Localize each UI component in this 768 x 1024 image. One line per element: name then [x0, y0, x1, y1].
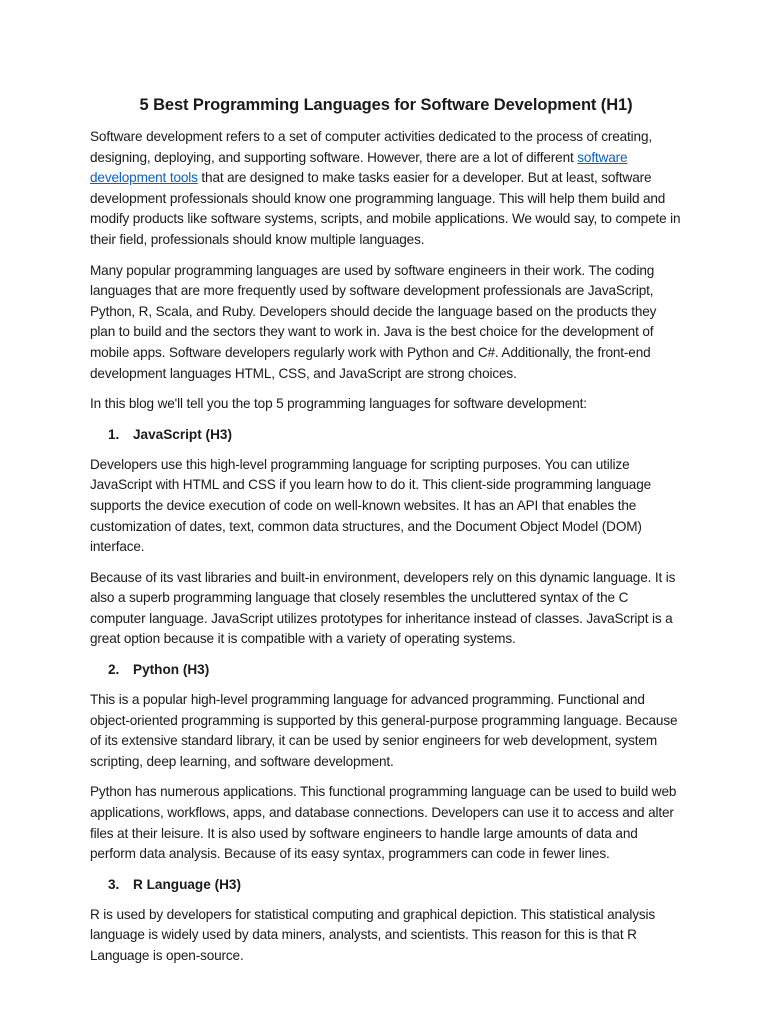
javascript-paragraph-1: Developers use this high-level programming language for scripting purposes. You can utilize JavaScript with HTML and CSS if you learn how to do it. This client-side programming language supports the device execution of code on well-known websites. It has an API that enables the customization of dates, text, common data structures, and the Document Object Model (DOM) interface. — [90, 456, 652, 555]
software-development-tools-link[interactable]: software development tools — [90, 149, 628, 186]
section-heading-text: R Language (H3) — [133, 876, 241, 892]
intro-paragraph-1-text-after: that are designed to make tasks easier for a developer. But at least, software development professionals should know one programming language. This will help them build and modify products like software systems, scripts, and mobile applications. We would say, to compete in their field, professionals should know multiple languages. — [90, 170, 681, 247]
intro-paragraph-1 — [90, 127, 682, 251]
section-heading-text: JavaScript (H3) — [133, 426, 232, 442]
section-heading-python — [90, 660, 682, 680]
section-heading-javascript — [90, 425, 682, 445]
python-paragraph-1: This is a popular high-level programming language for advanced programming. Functional and object-oriented programming is supported by this general-purpose programming language. Because of its extensive standard library, it can be used by senior engineers for web development, system scripting, deep learning, and software development. — [90, 692, 678, 769]
intro-paragraph-1-text-before: Software development refers to a set of computer activities dedicated to the process of creating, designing, deploying, and supporting software. However, there are a lot of different — [90, 129, 652, 165]
section-number: 1. — [108, 426, 120, 442]
document-page — [90, 94, 682, 977]
section-heading-r-language — [90, 875, 682, 895]
document-title: 5 Best Programming Languages for Software Development (H1) — [139, 96, 633, 114]
intro-paragraph-2: Many popular programming languages are used by software engineers in their work. The coding languages that are more frequently used by software development professionals are JavaScript, Python, R, Scala, and Ruby. Developers should decide the language based on the products they plan to build and the sectors they want to work in. Java is the best choice for the development of mobile apps. Software developers regularly work with Python and C#. Additionally, the front-end development languages HTML, CSS, and JavaScript are strong choices. — [90, 262, 657, 381]
section-number: 3. — [108, 876, 120, 892]
python-paragraph-2: Python has numerous applications. This functional programming language can be used to build web applications, workflows, apps, and database connections. Developers can use it to access and alter files at their leisure. It is also used by software engineers to handle large amounts of data and perform data analysis. Because of its easy syntax, programmers can code in fewer lines. — [90, 784, 677, 862]
r-language-paragraph-1: R is used by developers for statistical computing and graphical depiction. This statistical analysis language is widely used by data miners, analysts, and scientists. This reason for this is that R Language is open-source. — [90, 906, 656, 963]
section-heading-text: Python (H3) — [133, 662, 210, 678]
javascript-paragraph-2: Because of its vast libraries and built-in environment, developers rely on this dynamic language. It is also a superb programming language that closely resembles the uncluttered syntax of the C computer language. JavaScript utilizes prototypes for inheritance instead of classes. JavaScript is a great option because it is compatible with a variety of operating systems. — [90, 569, 676, 647]
section-number: 2. — [108, 662, 120, 678]
intro-paragraph-3: In this blog we'll tell you the top 5 programming languages for software development: — [90, 396, 587, 412]
